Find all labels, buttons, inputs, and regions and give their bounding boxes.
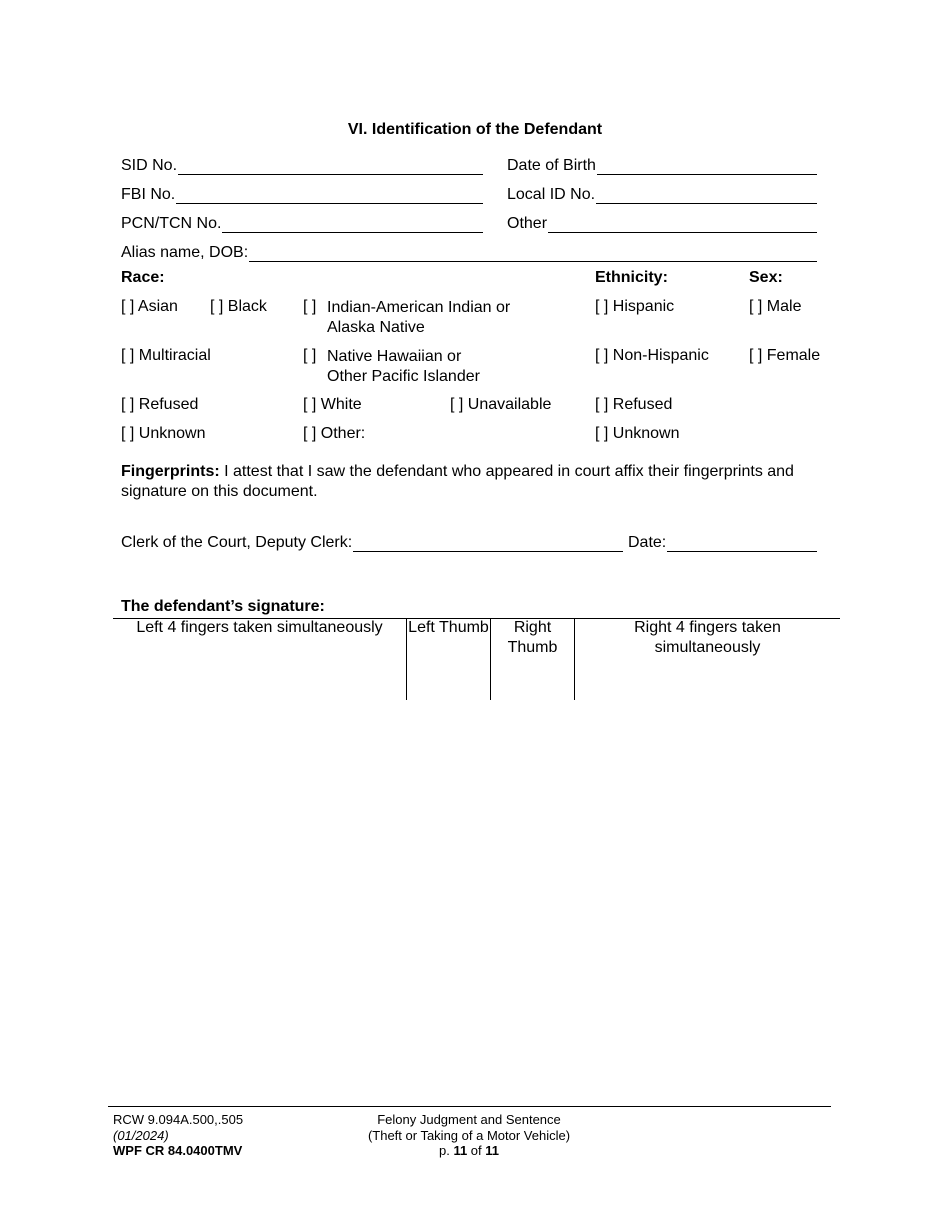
fingerprints-label: Fingerprints: bbox=[121, 463, 220, 480]
race-multiracial-checkbox[interactable]: [ ] Multiracial bbox=[121, 347, 211, 364]
race-aian-label bbox=[327, 298, 510, 338]
ethnicity-unknown-checkbox[interactable]: [ ] Unknown bbox=[595, 425, 680, 442]
table-divider bbox=[574, 618, 575, 700]
sid-line[interactable] bbox=[178, 158, 483, 175]
footer-page-number bbox=[369, 1143, 569, 1158]
pcn-label: PCN/TCN No. bbox=[121, 215, 222, 232]
clerk-signature-field[interactable] bbox=[121, 530, 623, 552]
race-unknown-checkbox[interactable]: [ ] Unknown bbox=[121, 425, 206, 442]
ethnicity-hispanic-checkbox[interactable]: [ ] Hispanic bbox=[595, 298, 675, 315]
left-thumb-cell[interactable] bbox=[407, 618, 490, 700]
ethnicity-heading: Ethnicity: bbox=[595, 269, 668, 286]
footer-title-1: Felony Judgment and Sentence bbox=[377, 1112, 561, 1127]
race-nhpi-line1: Native Hawaiian or bbox=[327, 348, 462, 365]
clerk-line[interactable] bbox=[353, 535, 623, 552]
sid-field[interactable] bbox=[121, 153, 483, 175]
ethnicity-non-hispanic-checkbox[interactable]: [ ] Non-Hispanic bbox=[595, 347, 709, 364]
alias-label: Alias name, DOB: bbox=[121, 244, 249, 261]
fbi-line[interactable] bbox=[176, 187, 483, 204]
other-line[interactable] bbox=[548, 216, 817, 233]
right-four-fingers-label: Right 4 fingers taken simultaneously bbox=[634, 619, 781, 656]
alias-line[interactable] bbox=[249, 245, 817, 262]
page-current: 11 bbox=[453, 1143, 468, 1158]
race-aian-line2: Alaska Native bbox=[327, 319, 425, 336]
fingerprints-statement bbox=[121, 462, 826, 502]
section-title: VI. Identification of the Defendant bbox=[347, 121, 603, 138]
dob-line[interactable] bbox=[597, 158, 817, 175]
race-unavailable-checkbox[interactable]: [ ] Unavailable bbox=[450, 396, 552, 413]
race-aian-checkbox[interactable]: [ ] bbox=[303, 298, 317, 315]
left-thumb-label: Left Thumb bbox=[408, 619, 489, 636]
race-asian-checkbox[interactable]: [ ] Asian bbox=[121, 298, 178, 315]
page-of: of bbox=[467, 1143, 486, 1158]
left-four-fingers-label: Left 4 fingers taken simultaneously bbox=[136, 619, 383, 636]
race-other-checkbox[interactable]: [ ] Other: bbox=[303, 425, 366, 442]
clerk-date-label: Date: bbox=[628, 534, 667, 551]
alias-field[interactable] bbox=[121, 240, 817, 262]
clerk-date-field[interactable] bbox=[628, 530, 817, 552]
page-total: 11 bbox=[485, 1143, 500, 1158]
clerk-label: Clerk of the Court, Deputy Clerk: bbox=[121, 534, 353, 551]
defendant-signature-label: The defendant’s signature: bbox=[121, 598, 325, 615]
race-nhpi-checkbox[interactable]: [ ] bbox=[303, 347, 317, 364]
footer-title-2: (Theft or Taking of a Motor Vehicle) bbox=[367, 1128, 571, 1143]
right-thumb-cell[interactable] bbox=[491, 618, 574, 700]
race-black-checkbox[interactable]: [ ] Black bbox=[210, 298, 267, 315]
footer-form-id: WPF CR 84.0400TMV bbox=[113, 1143, 243, 1158]
sex-male-checkbox[interactable]: [ ] Male bbox=[749, 298, 802, 315]
clerk-date-line[interactable] bbox=[667, 535, 817, 552]
left-four-fingers-cell[interactable] bbox=[113, 618, 406, 700]
local-id-field[interactable] bbox=[507, 182, 817, 204]
race-refused-checkbox[interactable]: [ ] Refused bbox=[121, 396, 199, 413]
sid-label: SID No. bbox=[121, 157, 178, 174]
race-aian-line1: Indian-American Indian or bbox=[327, 299, 511, 316]
fbi-field[interactable] bbox=[121, 182, 483, 204]
footer-rcw: RCW 9.094A.500,.505 bbox=[113, 1112, 244, 1127]
race-nhpi-label bbox=[327, 347, 480, 387]
sex-female-checkbox[interactable]: [ ] Female bbox=[749, 347, 821, 364]
race-heading: Race: bbox=[121, 269, 165, 286]
other-field[interactable] bbox=[507, 211, 817, 233]
footer-date: (01/2024) bbox=[113, 1128, 169, 1143]
right-thumb-label: Right Thumb bbox=[507, 619, 558, 656]
pcn-field[interactable] bbox=[121, 211, 483, 233]
fbi-label: FBI No. bbox=[121, 186, 176, 203]
sex-heading: Sex: bbox=[749, 269, 783, 286]
local-id-line[interactable] bbox=[596, 187, 817, 204]
pcn-line[interactable] bbox=[222, 216, 483, 233]
fingerprints-text: I attest that I saw the defendant who appeared in court affix their fingerprints and signature on this document. bbox=[121, 463, 794, 500]
other-label: Other bbox=[507, 215, 548, 232]
footer-rule bbox=[108, 1106, 831, 1107]
race-nhpi-line2: Other Pacific Islander bbox=[327, 368, 480, 385]
ethnicity-refused-checkbox[interactable]: [ ] Refused bbox=[595, 396, 673, 413]
page-prefix: p. bbox=[438, 1143, 454, 1158]
local-id-label: Local ID No. bbox=[507, 186, 596, 203]
right-four-fingers-cell[interactable] bbox=[620, 618, 795, 700]
race-white-checkbox[interactable]: [ ] White bbox=[303, 396, 362, 413]
dob-field[interactable] bbox=[507, 153, 817, 175]
dob-label: Date of Birth bbox=[507, 157, 596, 174]
